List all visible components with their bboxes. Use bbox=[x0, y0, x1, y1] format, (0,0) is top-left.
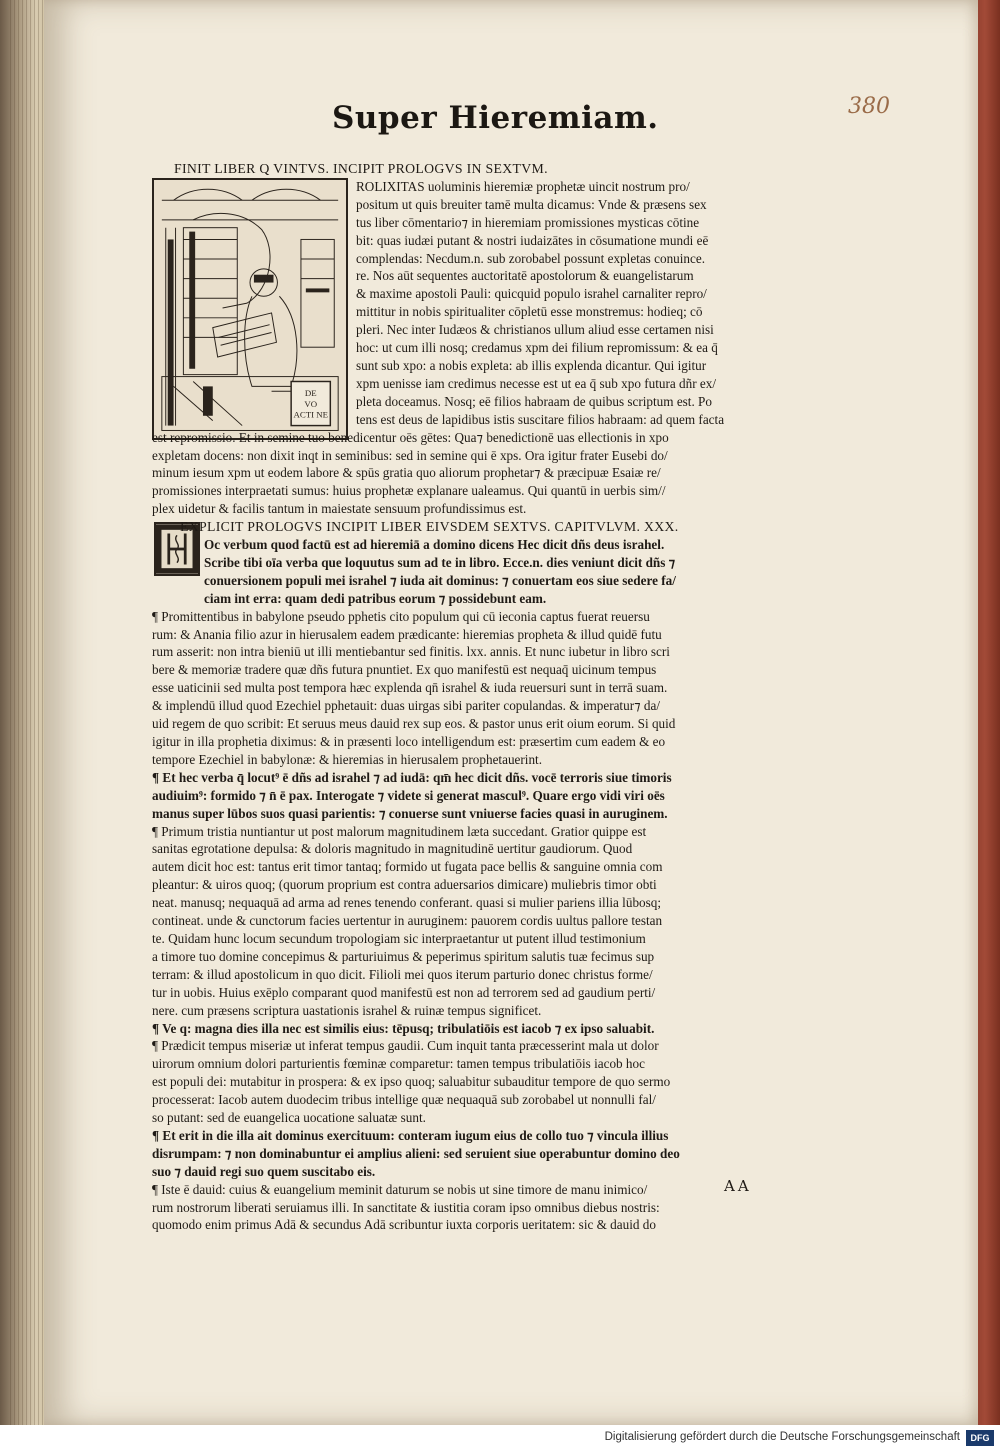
text-line: ¶ Et erit in die illa ait dominus exercituum: conteram iugum eius de collo tuo ⁊ vincula illius bbox=[152, 1127, 669, 1143]
text-line: contineat. unde & cunctorum facies uertentur in auruginem: pauorem cordis uultus pallore testan bbox=[152, 913, 663, 929]
woodcut-label-line2: VO bbox=[304, 398, 318, 409]
text-line: suo ⁊ dauid regi suo quem suscitabo eis. bbox=[152, 1163, 376, 1179]
folio-number: 380 bbox=[848, 94, 890, 119]
text-line: complendas: Necdum.n. sub zorobabel possunt expletas conuince. bbox=[356, 250, 706, 266]
text-line: xpm uenisse iam credimus necesse est ut ea q̄ sub xpo futura dñr ex/ bbox=[356, 375, 716, 391]
text-line: ¶ Iste ē dauid: cuius & euangelium meminit daturum se nobis ut sine timore de manu inimico/ bbox=[152, 1181, 648, 1197]
funding-credit: Digitalisierung gefördert durch die Deutsche Forschungsgemeinschaft bbox=[604, 1431, 960, 1443]
text-line: tus liber cōmentario⁊ in hieremiam promissiones mysticas cōtine bbox=[356, 214, 700, 230]
text-line: igitur in illa prophetia diximus: & in præsenti loco intelligendum est: præsertim cum eadem & eo bbox=[152, 734, 666, 749]
text-line: est populi dei: mutabitur in prospera: & ex ipso quoq; saluabitur subauditur tempore de quo sermo bbox=[152, 1074, 671, 1090]
text-line: terram: & illud apostolicum in quo dicit. Filioli mei quos iterum parturio donec christus forme/ bbox=[152, 966, 653, 982]
text-line: minum iesum xpm ut eodem labore & spūs gratia quo aliorum prophetar⁊ & præcipuæ Esaiæ re/ bbox=[152, 465, 661, 481]
text-line: pleri. Nec inter Iudæos & christianos ullum aliud esse certamen nisi bbox=[356, 322, 714, 338]
text-line: ¶ Prædicit tempus miseriæ ut inferat tempus gaudii. Cum inquit tanta præcesserint mala ut dolor bbox=[152, 1038, 659, 1054]
text-line: rum: & Anania filio azur in hierusalem eadem prædicante: hieremias propheta & illud quidē futu bbox=[152, 626, 662, 642]
text-line: & implendū illud quod Ezechiel pphetauit: duas uirgas sibi pariter copulandas. & imperatur⁊ da/ bbox=[152, 698, 661, 714]
text-line: plex uidetur & facilis tantum in maiestate sensuum profundissimus est. bbox=[152, 501, 527, 517]
text-line: ¶ Primum tristia nuntiantur ut post malorum magnitudinem læta succedant. Gratior quippe est bbox=[152, 823, 647, 839]
text-line: ROLIXITAS uoluminis hieremiæ prophetæ uincit nostrum pro/ bbox=[356, 178, 690, 194]
woodcut-label-line1: DE bbox=[304, 388, 317, 399]
prologue-heading: FINIT LIBER Q VINTVS. INCIPIT PROLOGVS IN SEXTVM. bbox=[174, 161, 548, 176]
woodcut-label-line3: ACTI NE bbox=[293, 409, 328, 420]
text-line: nere. cum præsens scriptura uastationis israhel & ruinæ tempus significet. bbox=[152, 1002, 542, 1018]
text-line: conuersionem populi mei israhel ⁊ iuda ait dominus: ⁊ conuertam eos siue sedere fa/ bbox=[204, 572, 676, 588]
running-head: Super Hieremiam. bbox=[332, 100, 659, 136]
text-line: sanitas egrotatione depulsa: & doloris magnitudo in magnitudinē uertitur gaudiorum. Quod bbox=[152, 841, 633, 857]
text-line: so putant: sed de euangelica uocatione saluatæ sunt. bbox=[152, 1110, 426, 1126]
text-line: disrumpam: ⁊ non dominabuntur ei amplius alieni: sed seruient siue operabuntur domino deo bbox=[152, 1145, 680, 1161]
text-line: & maxime apostoli Pauli: quicquid populo israhel carnaliter repro/ bbox=[356, 286, 707, 302]
text-line: tempore Ezechiel in babylonæ: & hieremias in hierusalem prophetauerint. bbox=[152, 751, 543, 767]
text-line: Oc verbum quod factū est ad hieremiā a domino dicens Hec dicit dñs deus israhel. bbox=[204, 537, 665, 553]
text-line: pleta doceamus. Nosq; eē filios habraam de quibus scriptum est. Po bbox=[356, 393, 712, 409]
chapter-heading: EXPLICIT PROLOGVS INCIPIT LIBER EIVSDEM SEXTVS. CAPITVLVM. XXX. bbox=[180, 519, 679, 535]
text-line: ¶ Promittentibus in babylone pseudo pphetis cito populum qui cū ieconia captus fuerat reuersu bbox=[152, 608, 650, 624]
text-line: neat. manusq; nequaquā ad arma ad renes tenendo conferant. quasi si mulier pariens illia lūbosq; bbox=[152, 895, 662, 911]
text-line: ¶ Ve q: magna dies illa nec est similis eius: tēpusq; tribulatiōis est iacob ⁊ ex ipso saluabit. bbox=[152, 1020, 655, 1036]
signature-mark: AA bbox=[724, 1177, 752, 1195]
text-line: promissiones interpraetati sumus: huius prophetæ explanare ualeamus. Qui quantū in uerbis sim// bbox=[152, 483, 666, 499]
text-line: uid regem de quo scribit: Et seruus meus dauid rex sup eos. & pastor unus erit oium eorum. Si quid bbox=[152, 716, 676, 732]
text-line: tens est deus de lapidibus istis suscitare filios habraam: ad quem facta bbox=[356, 411, 725, 427]
text-line: tur in uobis. Huius exēplo comparant quod manifestū est non ad terrorem sed ad gaudium perti/ bbox=[152, 984, 656, 1000]
text-line: hoc: ut cum illi nosq; credamus xpm dei filium repromissum: & ea q̄ bbox=[356, 340, 718, 356]
text-line: expletam docens: non dixit inqt in seminibus: sed in semine qui ē xps. Ora igitur frater Eusebi do/ bbox=[152, 447, 668, 463]
text-line: manus super lūbos suos quasi parientis: ⁊ conuerse sunt vniuerse facies quasi in auruginem. bbox=[152, 805, 668, 821]
text-line: ciam int erra: quam dedi patribus eorum ⁊ possidebunt eam. bbox=[204, 590, 547, 606]
digitization-footer bbox=[0, 1425, 1000, 1452]
text-line: a timore tuo domine concepimus & parturiuimus & peperimus spiritum salutis tuæ fecimus sup bbox=[152, 948, 655, 964]
text-line: bit: quas iudæi putant & nostri iudaizātes in cōsumatione mundi eē bbox=[356, 232, 709, 248]
text-line: processerat: Iacob autem duodecim tribus intellige quæ nequaquā sub zorobabel ut nonnulli fal/ bbox=[152, 1092, 656, 1108]
text-line: sunt sub xpo: a nobis expleta: ab illis explenda dicantur. Qui igitur bbox=[356, 357, 707, 373]
text-line: rum nostrorum liberati seruiamus illi. In sanctitate & iustitia coram ipso omnibus diebus nostris: bbox=[152, 1199, 660, 1215]
text-line: bere & memoriæ tradere quæ dñs futura pnuntiet. Ex quo manifestū est nequaq̄ uicinum tempus bbox=[152, 662, 657, 678]
initial-text-lines bbox=[152, 178, 792, 429]
text-line: positum ut quis breuiter tamē multa dicamus: Vnde & præsens sex bbox=[356, 196, 707, 212]
text-line: esse uaticinii sed multa post tempora hæc explenda qn̄ israhel & iuda reuersuri sunt in terrā suam. bbox=[152, 680, 668, 696]
text-line: audiuim⁹: formido ⁊ n̄ ē pax. Interogate ⁊ videte si generat mascul⁹. Quare ergo vidi viri oēs bbox=[152, 787, 665, 803]
text-line: uirorum omnium dolori parturientis fœminæ comparetur: tamen tempus tribulatiōis iacob hoc bbox=[152, 1056, 645, 1072]
text-line: rum asserit: non intra bieniū ut illi mentiebantur sed finitis. lxx. annis. Et nunc iubetur in libro scri bbox=[152, 644, 670, 660]
dfg-logo-icon: DFG bbox=[966, 1430, 994, 1446]
text-line: te. Quidam hunc locum secundum tropologiam sic interpraetantur ut putent illud testimonium bbox=[152, 930, 646, 946]
text-line: pleantur: & uiros quoq; (quorum proprium est contra aduersarios dimicare) muliebris timor obti bbox=[152, 877, 657, 893]
text-line: est repromissio. Et in semine tuo benedicentur oēs gētes: Qua⁊ benedictionē uas ellectionis in xpo bbox=[152, 429, 669, 445]
text-line: re. Nos aūt sequentes auctoritatē apostolorum & euangelistarum bbox=[356, 268, 694, 284]
main-text-block bbox=[152, 160, 792, 1234]
commentary-text bbox=[152, 608, 792, 1235]
text-line: quomodo enim primus Adā & secundus Adā scribuntur iuxta corporis ueritatem: sic & dauid do bbox=[152, 1217, 656, 1233]
text-line: mittitur in nobis spiritualiter cōpletū esse monstremus: hodieq; cō bbox=[356, 304, 703, 320]
chapter-lemma bbox=[152, 536, 792, 608]
text-line: Scribe tibi oīa verba que loquutus sum ad te in libro. Ecce.n. dies veniunt dicit dñs ⁊ bbox=[204, 554, 676, 570]
text-line: ¶ Et hec verba q̄ locut⁹ ē dñs ad israhel ⁊ ad iudā: qm̄ hec dicit dñs. vocē terroris siue timoris bbox=[152, 769, 672, 785]
text-line: autem dicit hoc est: tantus erit timor tantaq; formido ut fugata pace bellis & sanguine omnia com bbox=[152, 859, 663, 875]
prologue-conclusion bbox=[152, 429, 792, 519]
